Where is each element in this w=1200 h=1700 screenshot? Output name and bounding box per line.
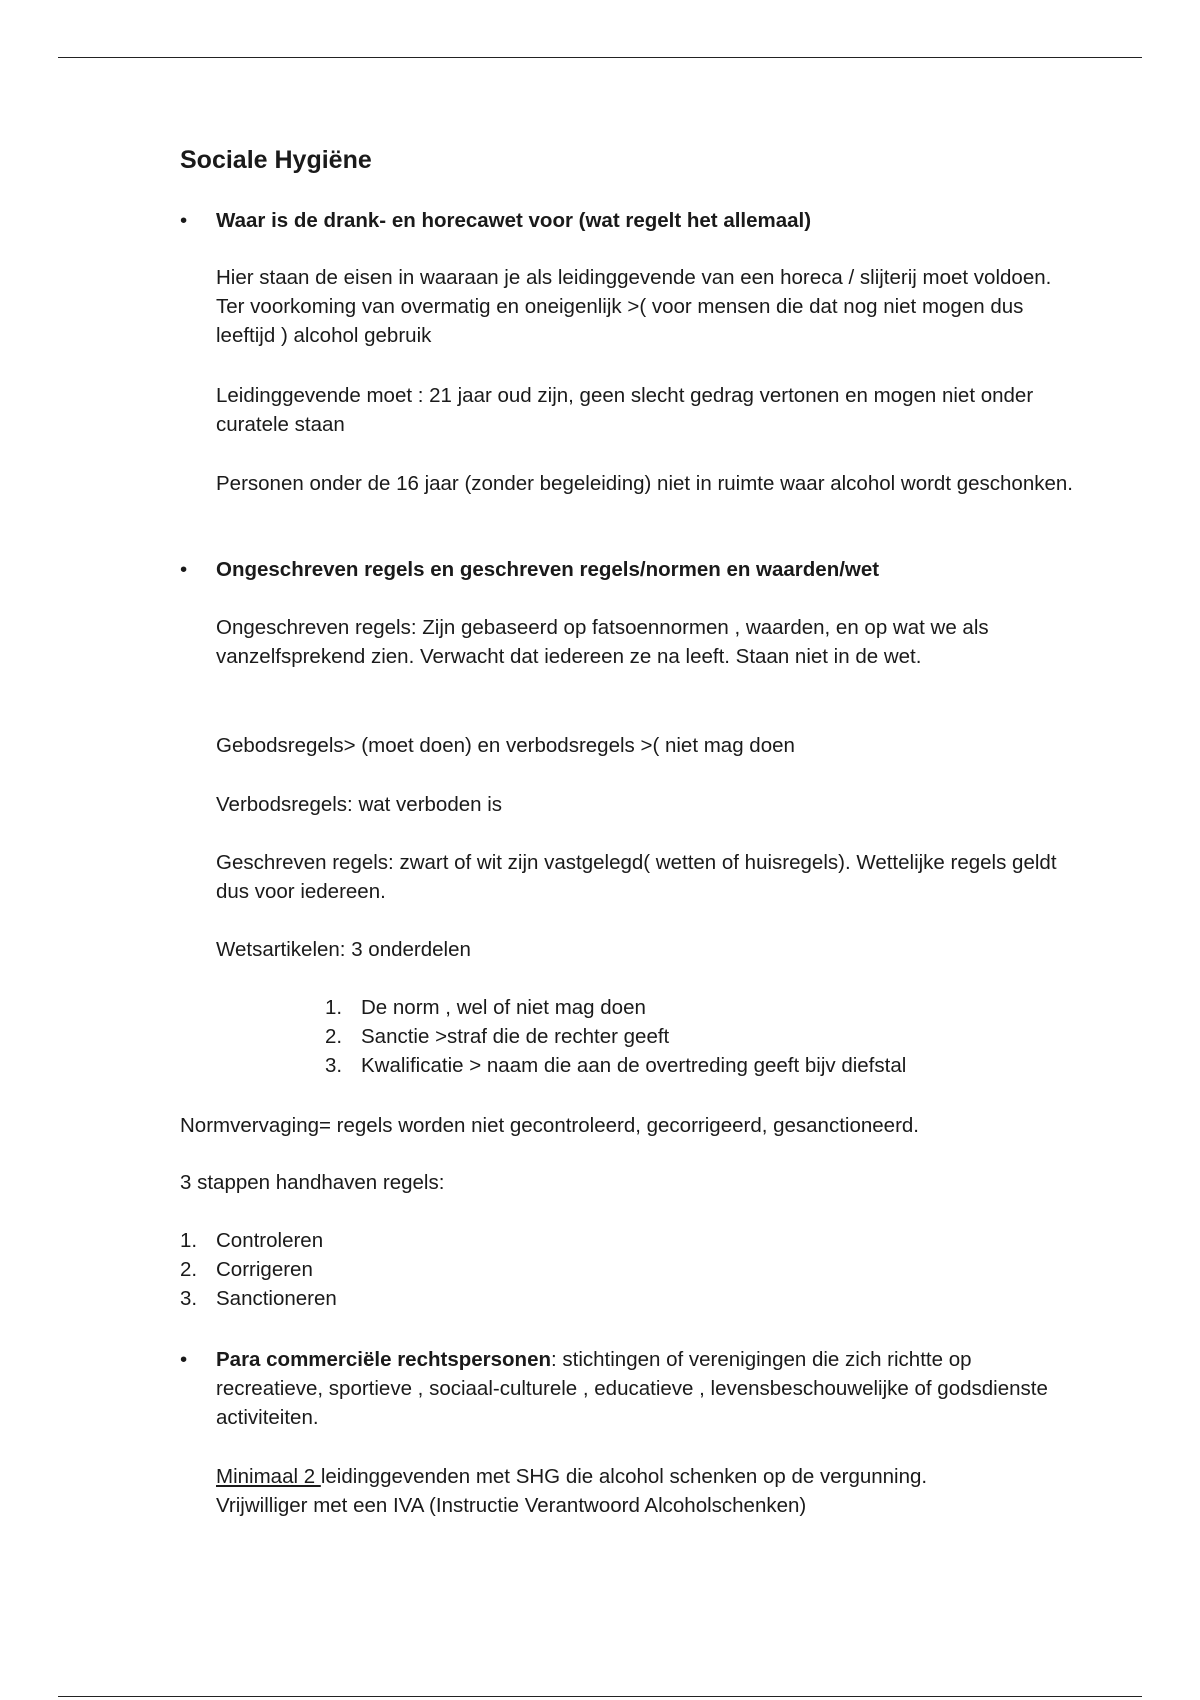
paragraph: Wetsartikelen: 3 onderdelen xyxy=(216,938,471,961)
paragraph: Hier staan de eisen in waaraan je als leidinggevende van een horeca / slijterij moet voldoen. Ter voorkoming van overmatig en oneigenlijk >( voor mensen die dat nog niet mogen dus leeftijd ) alcohol gebruik xyxy=(216,266,1052,347)
list-text: Controleren xyxy=(216,1229,324,1252)
paragraph: Gebodsregels> (moet doen) en verbodsregels >( niet mag doen xyxy=(216,734,795,757)
paragraph: Geschreven regels: zwart of wit zijn vastgelegd( wetten of huisregels). Wettelijke regels geldt dus voor iedereen. xyxy=(216,851,1057,903)
paragraph-para-commercieel xyxy=(216,1345,1076,1432)
list-number: 2. xyxy=(325,1025,343,1048)
paragraph-normvervaging: Normvervaging= regels worden niet gecontroleerd, gecorrigeerd, gesanctioneerd. xyxy=(180,1114,919,1137)
list-number: 3. xyxy=(325,1054,343,1077)
paragraph-text: : stichtingen of verenigingen die zich richtte op recreatieve, sportieve , sociaal-culturele , educatieve , levensbeschouwelijke of godsdienste activiteiten. xyxy=(216,1348,1048,1429)
underlined-text: Minimaal 2 xyxy=(216,1465,321,1488)
paragraph: Personen onder de 16 jaar (zonder begeleiding) niet in ruimte waar alcohol wordt geschonken. xyxy=(216,472,1073,495)
list-text: De norm , wel of niet mag doen xyxy=(361,996,646,1019)
section-heading: Waar is de drank- en horecawet voor (wat regelt het allemaal) xyxy=(216,209,812,232)
paragraph-text: leidinggevenden met SHG die alcohol schenken op de vergunning. xyxy=(320,1465,928,1488)
bullet-icon: • xyxy=(180,558,188,581)
list-text: Corrigeren xyxy=(216,1258,313,1281)
list-number: 1. xyxy=(325,996,343,1019)
section-heading: Para commerciële rechtspersonen xyxy=(216,1348,551,1371)
bullet-dot-wrapper xyxy=(180,1345,187,1374)
bullet-icon: • xyxy=(180,1348,188,1371)
list-text: Kwalificatie > naam die aan de overtreding geeft bijv diefstal xyxy=(361,1054,907,1077)
paragraph: Verbodsregels: wat verboden is xyxy=(216,793,503,816)
paragraph: Ongeschreven regels: Zijn gebaseerd op fatsoennormen , waarden, en op wat we als vanzelfsprekend zien. Verwacht dat iedereen ze na leeft. Staan niet in de wet. xyxy=(216,616,989,668)
list-text: Sanctie >straf die de rechter geeft xyxy=(361,1025,670,1048)
list-number: 2. xyxy=(180,1258,198,1281)
paragraph-stappen-intro: 3 stappen handhaven regels: xyxy=(180,1171,445,1194)
list-text: Sanctioneren xyxy=(216,1287,337,1310)
list-number: 1. xyxy=(180,1229,198,1252)
page-title: Sociale Hygiëne xyxy=(180,146,372,174)
paragraph-text: Vrijwilliger met een IVA (Instructie Verantwoord Alcoholschenken) xyxy=(216,1494,807,1517)
bullet-icon: • xyxy=(180,209,188,232)
paragraph-minimaal xyxy=(216,1462,1076,1520)
footer-rule xyxy=(58,1696,1142,1697)
paragraph: Leidinggevende moet : 21 jaar oud zijn, geen slecht gedrag vertonen en mogen niet onder curatele staan xyxy=(216,384,1034,436)
section-heading: Ongeschreven regels en geschreven regels/normen en waarden/wet xyxy=(216,558,880,581)
list-number: 3. xyxy=(180,1287,198,1310)
header-rule xyxy=(58,57,1142,58)
